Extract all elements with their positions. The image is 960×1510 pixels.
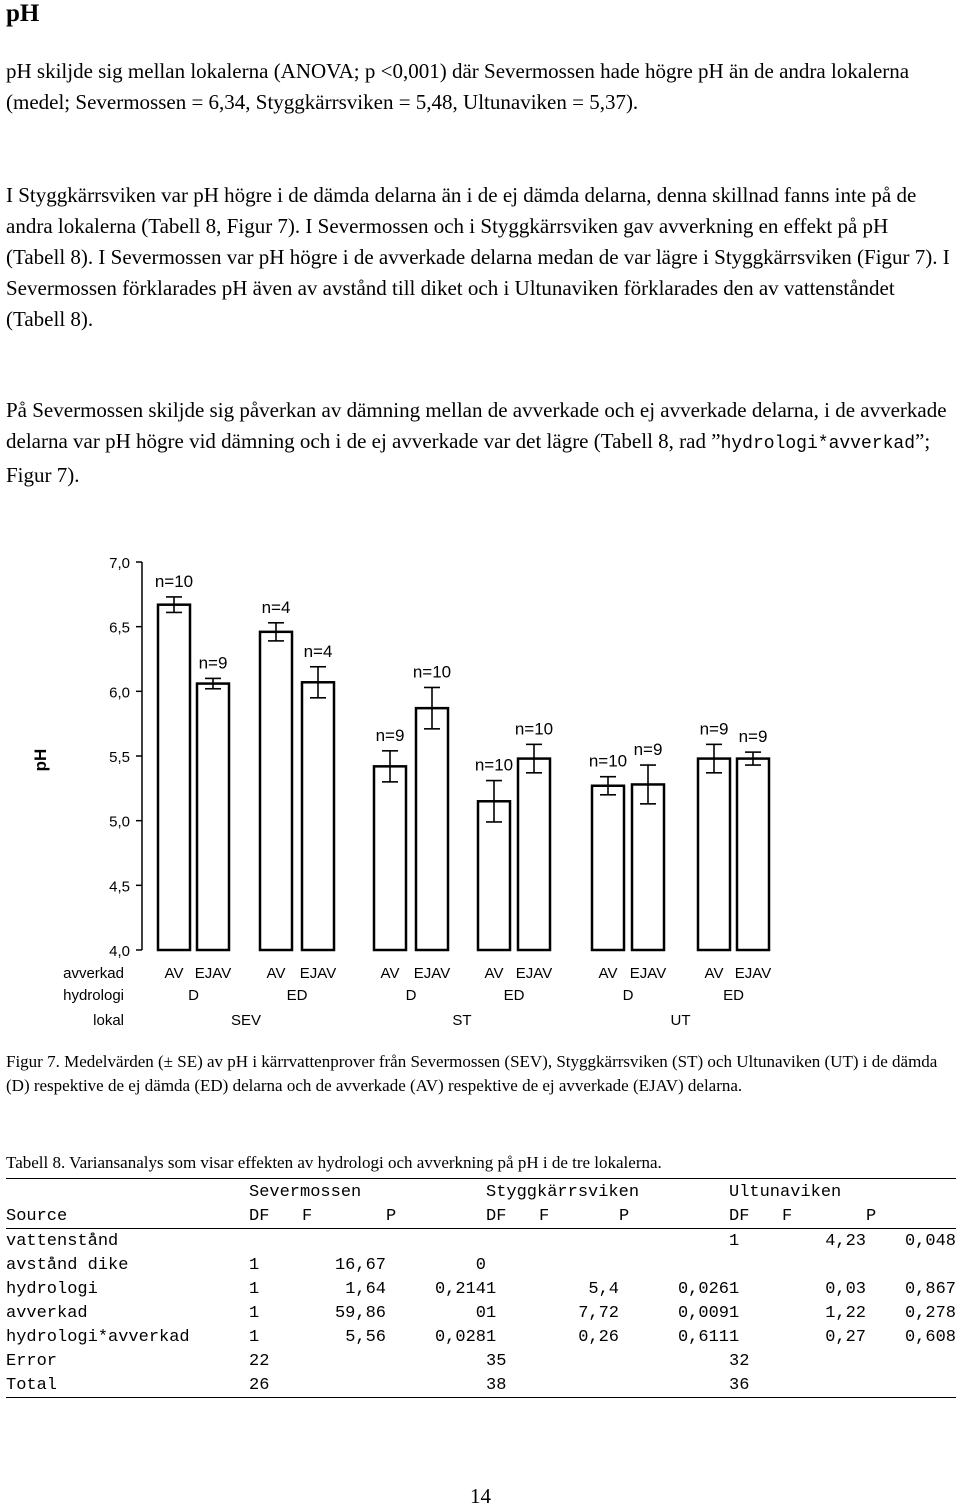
table-cell: 0,27 [825, 1327, 866, 1347]
table-caption: Tabell 8. Variansanalys som visar effekten av hydrologi och avverkning på pH i de tre lokalerna. [6, 1153, 662, 1172]
table-cell: 0 [475, 1303, 486, 1323]
table-cell: 59,86 [334, 1303, 386, 1323]
table-cell: 5,4 [588, 1279, 619, 1299]
table-cell: vattenstånd [6, 1231, 119, 1251]
table-cell [782, 1373, 866, 1398]
y-tick-label: 6,0 [109, 684, 130, 702]
bar [632, 784, 664, 950]
table-cell: 0,867 [904, 1279, 956, 1299]
table-cell [866, 1349, 956, 1373]
hydrologi-label: ED [286, 987, 308, 1004]
table-cell: 0,026 [677, 1279, 729, 1299]
avverkad-label: AV [266, 965, 286, 982]
table-cell: 38 [486, 1373, 539, 1398]
lokal-label: ST [452, 1012, 472, 1029]
anova-table [6, 1180, 956, 1398]
table-group-header-row [6, 1180, 956, 1204]
n-label: n=10 [588, 751, 628, 771]
table-row [6, 1301, 956, 1325]
avverkad-label: AV [598, 965, 618, 982]
table-column-header-row [6, 1204, 956, 1229]
bar [518, 759, 550, 950]
table-cell: 1 [729, 1231, 740, 1251]
table-cell: 0,028 [434, 1327, 486, 1347]
y-tick-label: 6,5 [109, 619, 130, 637]
table-cell: Ultunaviken [729, 1182, 842, 1202]
table-row [6, 1229, 956, 1254]
y-tick-label: 5,0 [109, 813, 130, 831]
table-cell: 0,03 [825, 1279, 866, 1299]
avverkad-label: EJAV [734, 965, 772, 982]
table-cell: 22 [249, 1351, 270, 1371]
table-cell: DF [729, 1204, 782, 1229]
table-cell: 1 [486, 1327, 497, 1347]
table-cell: DF [486, 1204, 539, 1229]
table-cell [539, 1229, 619, 1254]
n-label: n=10 [412, 662, 452, 682]
hydrologi-label: ED [503, 987, 525, 1004]
table-row [6, 1349, 956, 1373]
table-cell [619, 1229, 729, 1254]
table-cell: Severmossen [249, 1182, 362, 1202]
bar [197, 684, 229, 950]
n-label: n=4 [261, 597, 291, 617]
n-label: n=9 [633, 740, 663, 760]
page-number: 14 [470, 1484, 491, 1508]
table-cell: 26 [249, 1373, 302, 1398]
n-label: n=9 [375, 725, 405, 745]
table-cell [249, 1229, 302, 1254]
avverkad-label: AV [380, 965, 400, 982]
paragraph-3-text-b: ”; Figur 7). [6, 429, 931, 487]
table-cell: 1 [729, 1303, 740, 1323]
table-cell: 32 [729, 1351, 750, 1371]
n-label: n=4 [303, 641, 333, 661]
table-cell: Total [6, 1373, 249, 1398]
table-cell: DF [249, 1204, 302, 1229]
avverkad-label: AV [704, 965, 724, 982]
table-cell [486, 1229, 539, 1254]
table-cell [619, 1349, 729, 1373]
table-cell: 0,26 [578, 1327, 619, 1347]
table-cell: 0,048 [904, 1231, 956, 1251]
avverkad-label: EJAV [299, 965, 337, 982]
table-cell [539, 1349, 619, 1373]
table-cell [302, 1229, 386, 1254]
table-cell [302, 1373, 386, 1398]
section-heading: pH [6, 0, 40, 27]
y-tick-label: 5,5 [109, 749, 130, 766]
table-cell: Source [6, 1204, 249, 1229]
table-cell: 1 [249, 1303, 260, 1323]
paragraph-3-code: hydrologi*avverkad [720, 434, 915, 454]
table-cell: 1 [486, 1279, 497, 1299]
table-row [6, 1253, 956, 1277]
bar [592, 786, 624, 950]
paragraph-3-text-a: På Severmossen skiljde sig påverkan av dämning mellan de avverkade och ej avverkade delarna, i de avverkade delarna var pH högre vid dämning och i de ej avverkade var det lägre (Tabell 8, rad ” [6, 398, 947, 453]
bar [374, 766, 406, 950]
table-cell: 1 [729, 1327, 740, 1347]
lokal-label: UT [670, 1012, 691, 1029]
table-cell: hydrologi [6, 1279, 98, 1299]
bar [302, 682, 334, 950]
paragraph-3 [6, 395, 951, 491]
table-cell: 0,608 [904, 1327, 956, 1347]
table-cell: 35 [486, 1351, 507, 1371]
table-cell: P [619, 1204, 729, 1229]
table-cell: 1 [486, 1303, 497, 1323]
row-label-avverkad: avverkad [63, 965, 124, 982]
n-label: n=9 [699, 719, 729, 739]
row-label-hydrologi: hydrologi [63, 987, 124, 1004]
table-cell: 1 [249, 1327, 260, 1347]
table-cell: 1,64 [345, 1279, 386, 1299]
table-cell: 1 [249, 1255, 260, 1275]
bar [698, 759, 730, 950]
table-cell: 1 [249, 1279, 260, 1299]
paragraph-2: I Styggkärrsviken var pH högre i de dämda delarna än i de ej dämda delarna, denna skillnad fanns inte på de andra lokalerna (Tabell 8, Figur 7). I Severmossen och i Styggkärrsviken gav avverkning en effekt på pH (Tabell 8). I Severmossen var pH högre i de avverkade delarna medan de var lägre i Styggkärrsviken (Figur 7). I Severmossen förklarades pH även av avstånd till diket och i Ultunaviken förklarades den av vattenståndet (Tabell 8). [6, 183, 950, 331]
table-cell [539, 1373, 619, 1398]
bar [158, 605, 190, 950]
table-cell [386, 1229, 486, 1254]
table-cell [782, 1253, 866, 1277]
avverkad-label: EJAV [194, 965, 232, 982]
table-cell: Error [6, 1351, 58, 1371]
table-cell: 0,611 [677, 1327, 729, 1347]
paragraph-1: pH skiljde sig mellan lokalerna (ANOVA; p <0,001) där Severmossen hade högre pH än de andra lokalerna (medel; Severmossen = 6,34, Styggkärrsviken = 5,48, Ultunaviken = 5,37). [6, 59, 910, 114]
table-row [6, 1373, 956, 1398]
table-cell: hydrologi*avverkad [6, 1327, 190, 1347]
y-tick-label: 7,0 [109, 555, 130, 572]
table-cell: 0,214 [434, 1279, 486, 1299]
bar [416, 708, 448, 950]
table-row [6, 1277, 956, 1301]
figure-7-bar-chart [0, 540, 960, 1040]
hydrologi-label: D [405, 987, 417, 1004]
row-label-lokal: lokal [93, 1012, 124, 1029]
table-cell: P [386, 1204, 486, 1229]
table-cell [302, 1349, 386, 1373]
hydrologi-label: D [188, 987, 199, 1004]
table-cell [619, 1253, 729, 1277]
n-label: n=9 [198, 653, 228, 673]
table-cell: Styggkärrsviken [486, 1182, 640, 1202]
table-cell: avverkad [6, 1303, 88, 1323]
bar [737, 759, 769, 950]
table-cell [782, 1349, 866, 1373]
bar [478, 801, 510, 950]
table-cell: 0,009 [677, 1303, 729, 1323]
y-tick-label: 4,5 [109, 878, 130, 896]
table-cell [866, 1253, 956, 1277]
table-cell: F [539, 1204, 619, 1229]
table-cell [386, 1349, 486, 1373]
table-cell: F [782, 1204, 866, 1229]
avverkad-label: AV [484, 965, 504, 982]
table-cell: 1 [729, 1279, 740, 1299]
table-cell: 0,278 [904, 1303, 956, 1323]
bar [260, 632, 292, 950]
table-cell: P [866, 1204, 956, 1229]
table-cell: F [302, 1204, 386, 1229]
table-top-rule [6, 1178, 956, 1179]
table-cell [619, 1373, 729, 1398]
table-cell [6, 1180, 249, 1204]
y-axis-label: pH [31, 748, 50, 772]
avverkad-label: AV [164, 965, 184, 982]
table-cell [729, 1253, 782, 1277]
n-label: n=10 [474, 755, 514, 775]
table-cell: 0 [475, 1255, 486, 1275]
n-label: n=10 [514, 719, 554, 739]
table-cell [386, 1373, 486, 1398]
avverkad-label: EJAV [629, 965, 667, 982]
figure-caption: Figur 7. Medelvärden (± SE) av pH i kärrvattenprover från Severmossen (SEV), Styggkärrsviken (ST) och Ultunaviken (UT) i de dämda (D) respektive de ej dämda (ED) delarna och de avverkade (AV) respektive de ej avverkade (EJAV) delarna. [6, 1052, 938, 1095]
table-cell: 4,23 [825, 1231, 866, 1251]
table-cell [539, 1253, 619, 1277]
table-cell: 7,72 [578, 1303, 619, 1323]
table-cell: avstånd dike [6, 1255, 129, 1275]
avverkad-label: EJAV [413, 965, 451, 982]
n-label: n=10 [154, 571, 194, 591]
avverkad-label: EJAV [515, 965, 553, 982]
table-cell: 1,22 [825, 1303, 866, 1323]
table-row [6, 1325, 956, 1349]
table-cell [486, 1253, 539, 1277]
table-cell [866, 1373, 956, 1398]
hydrologi-label: ED [723, 987, 744, 1004]
table-cell: 5,56 [345, 1327, 386, 1347]
n-label: n=9 [738, 727, 768, 747]
table-cell: 16,67 [334, 1255, 386, 1275]
table-cell: 36 [729, 1373, 782, 1398]
y-tick-label: 4,0 [109, 943, 130, 960]
hydrologi-label: D [622, 987, 634, 1004]
lokal-label: SEV [230, 1012, 262, 1029]
